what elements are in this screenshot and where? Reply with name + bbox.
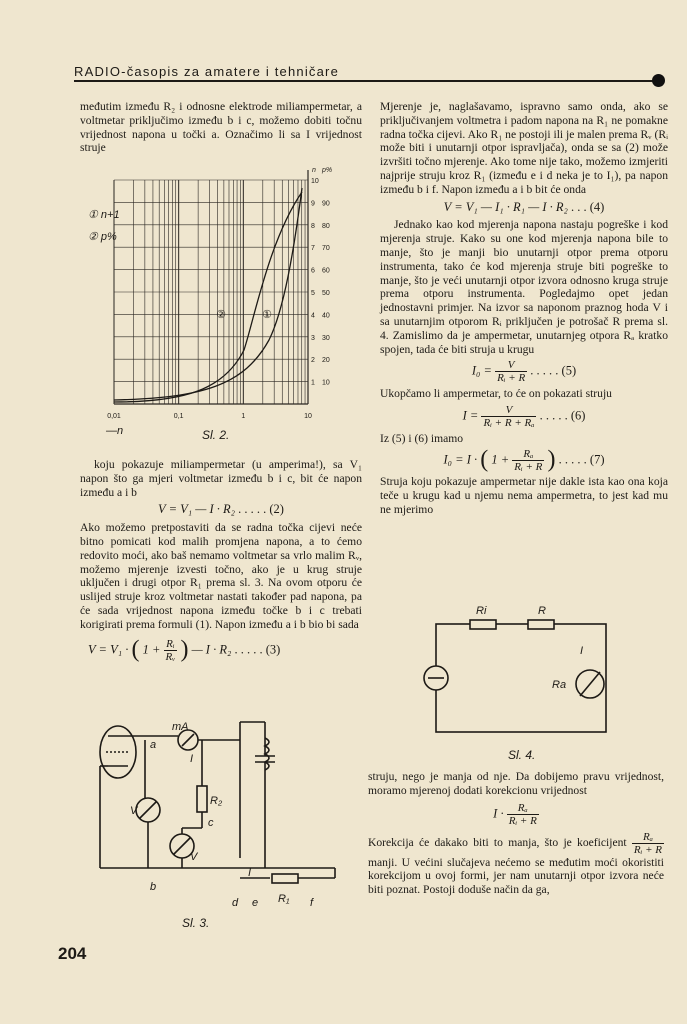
equation-6 bbox=[380, 404, 668, 429]
y-tick-n: 5 bbox=[311, 290, 315, 297]
y-tick-p: 10 bbox=[322, 379, 330, 387]
y-tick-n: 7 bbox=[311, 245, 315, 253]
equation-7: I₀ = I · ( 1 + $\frac{\text{Rₐ}}{\text{Rᵢ + R}}$ ) . . . . . (7) bbox=[443, 446, 605, 473]
p7-b: manji. U većini slučajeva nećemo se međutim moći okoristiti korekcijom u ovoj formi, jer nam unutarnji otpor izvora neće biti poznat. Postoji doduše način da ga, bbox=[368, 855, 664, 897]
y-tick-p: 70 bbox=[322, 245, 330, 253]
eq3-one: 1 + bbox=[142, 641, 161, 656]
eq3-number: . . . . . (3) bbox=[234, 641, 281, 656]
figure-2-graph bbox=[84, 160, 354, 460]
p7-a: Korekcija će dakako biti to manja, što je koeficijent bbox=[368, 835, 627, 849]
y-tick-p: 50 bbox=[322, 290, 330, 297]
right-paragraph-6: struju, nego je manja od nje. Da dobijemo pravu vrijednost, moramo mjerenoj dodati korekcionu vrijednost bbox=[368, 770, 664, 797]
eq3-rhs: — I · R₂ bbox=[191, 641, 232, 656]
eq7-lhs: I₀ = I · bbox=[443, 452, 478, 467]
right-paragraph-1: Mjerenje je, naglašavamo, ispravno samo onda, ako se priključivanjem voltmetra i padom napona na R₁ ne pomakne radna točka cijevi. Ako R₁ ne postoji ili je malen prema Rᵥ (Rᵢ može biti i unutarnji otpor ispravljača), onda se sa (2) može izvršiti točno mjerenje. Ako tome nije tako, možemo izmjeriti najprije struju kroz R₁ (između e i d neka je to I₁), pa napon između b i f. Napon između a i b bit će onda bbox=[380, 100, 668, 196]
eq5-number: . . . . . (5) bbox=[530, 363, 577, 378]
left-col-mid bbox=[80, 458, 362, 663]
fig3-caption: Sl. 3. bbox=[182, 916, 210, 930]
eq6-lhs: I = bbox=[462, 408, 479, 423]
fig4-label-Ri: Ri bbox=[476, 605, 487, 617]
eq6-number: . . . . . (6) bbox=[539, 408, 586, 423]
left-col-top bbox=[80, 100, 362, 155]
left-paragraph-1: međutim između R₂ i odnosne elektrode miliampermetar, a voltmetar priključimo između b i c, možemo dobiti točnu vrijednost napona u točki a. Označimo li sa I vrijednost struje bbox=[80, 100, 362, 155]
eq7-den: Rᵢ + R bbox=[514, 460, 543, 473]
y-tick-p: 30 bbox=[322, 334, 330, 342]
right-paragraph-7 bbox=[368, 831, 664, 897]
fig4-label-Ra: Ra bbox=[552, 679, 567, 691]
fig3-label-I: I bbox=[190, 753, 194, 765]
right-paragraph-2: Jednako kao kod mjerenja napona nastaju pogreške i kod mjerenja struje. Kako su one kod mjerenja napona bile to manje, što je manji bio unutarnji otpor prema otporu instrumenta, tako će kod mjerenja struje biti pogreške to manje, što je veći unutarnji otpor izvora odnosno kruga struje prema otporu instrumenta. Pogledajmo opet jedan jednostavni primjer. Na izvor sa naponom praznog hoda V i sa unutarnjim otporom Rᵢ priključen je potrošač R prema sl. 4. Zamislimo da je ampermetar, unutarnjeg otpora Rₐ kratko spojen, tada će biti struja u krugu bbox=[380, 218, 668, 356]
header-title: RADIO-časopis za amatere i tehničare bbox=[74, 64, 340, 79]
fig3-label-R1: R₁ bbox=[278, 893, 290, 905]
fig3-label-f: f bbox=[310, 897, 314, 909]
eq7-number: . . . . . (7) bbox=[558, 452, 605, 467]
eq3-num: Rᵢ bbox=[164, 638, 178, 651]
x-tick: 0,1 bbox=[173, 413, 184, 420]
fig3-label-c: c bbox=[208, 817, 214, 829]
eq7-one: 1 + bbox=[491, 452, 510, 467]
legend-2: ② p% bbox=[88, 231, 117, 243]
eq5-lhs: I₀ = bbox=[471, 363, 492, 378]
fig3-label-e: e bbox=[252, 897, 259, 909]
fig3-label-mA: mA bbox=[172, 721, 189, 733]
right-paragraph-3: Ukopčamo li ampermetar, to će on pokazati struju bbox=[380, 387, 612, 401]
fig3-label-a: a bbox=[150, 739, 157, 751]
x-tick: 1 bbox=[241, 413, 246, 420]
equation-correction bbox=[368, 802, 664, 827]
legend-1: ① n+1 bbox=[88, 209, 120, 221]
fig3-label-R2: R₂ bbox=[210, 795, 223, 807]
axis-top-n: n bbox=[312, 167, 316, 174]
y-tick-n: 9 bbox=[311, 200, 315, 208]
eq2-formula: V = V₁ — I · R₂ bbox=[158, 502, 235, 517]
eqk-lhs: I · bbox=[493, 805, 504, 820]
left-paragraph-3: Ako možemo pretpostaviti da se radna točka cijevi neće bitno pomicati kod malih promjena napona, a to ćemo redovito moći, ako baš nemamo voltmetar sa vrlo malim Rᵥ, možemo mjerenje izvesti točno, ako je u krug struje uključen i drugi otpor R₁ prema sl. 3. Na ovom otporu će uslijed struje kroz voltmetar nastati također pad napona, pa će sada vrijednost napona između točke b i c trebati korigirati prema formuli (1). Napon između a i b bio bi sada bbox=[80, 521, 362, 631]
left-paragraph-2: koju pokazuje miliampermetar (u amperima!), sa V₁ napon što ga mjeri voltmetar između b i c, bit će napon između a i b bbox=[80, 458, 362, 499]
equation-5 bbox=[380, 359, 668, 384]
eq7-num: Rₐ bbox=[512, 448, 544, 461]
y-tick-n: 2 bbox=[311, 357, 315, 365]
y-tick-n: 8 bbox=[311, 222, 315, 230]
fig3-label-b: b bbox=[150, 881, 157, 893]
curve-2-label: ② bbox=[216, 309, 226, 321]
figure-3-circuit bbox=[90, 718, 360, 918]
y-tick-n: 3 bbox=[311, 334, 315, 342]
fig3-label-V-left: V bbox=[130, 805, 138, 817]
fig3-label-I-bottom: I bbox=[248, 867, 252, 879]
fig4-label-R: R bbox=[538, 605, 546, 617]
header-bullet bbox=[652, 74, 665, 87]
equation-2 bbox=[80, 503, 362, 517]
right-col-bottom bbox=[368, 770, 664, 897]
eq3-den: Rᵥ bbox=[165, 650, 176, 663]
fig4-label-I: I bbox=[580, 645, 584, 657]
eqk-den: Rᵢ + R bbox=[508, 814, 537, 827]
page-number: 204 bbox=[58, 944, 87, 963]
axis-top-p: p% bbox=[322, 167, 333, 174]
eqk-num: Rₐ bbox=[507, 802, 539, 815]
eq2-number: . . . . . (2) bbox=[238, 502, 284, 517]
y-tick-n: 1 bbox=[311, 379, 315, 387]
eq3-lhs: V = V₁ · bbox=[88, 641, 129, 656]
eq4-number: . . . (4) bbox=[571, 199, 605, 214]
fig4-caption: Sl. 4. bbox=[508, 748, 536, 762]
fig3-label-V-right: V bbox=[190, 851, 198, 863]
x-axis-label: —n bbox=[106, 425, 124, 437]
header-rule bbox=[74, 80, 656, 82]
eq6-num: V bbox=[481, 404, 536, 417]
right-paragraph-5: Struja koju pokazuje ampermetar nije dakle ista kao ona koja teče u krugu kad u njemu nema ampermetra, to jest kad mu ne mjerimo bbox=[380, 474, 668, 516]
p7-den: Rᵢ + R bbox=[633, 843, 662, 856]
right-paragraph-4: Iz (5) i (6) imamo bbox=[380, 432, 464, 446]
p7-num: Rₐ bbox=[632, 831, 664, 844]
right-col-top bbox=[380, 100, 668, 516]
eq4-formula: V = V₁ — I₁ · R₁ — I · R₂ bbox=[443, 199, 568, 214]
fig2-caption: Sl. 2. bbox=[202, 428, 230, 442]
y-tick-n: 10 bbox=[311, 178, 319, 185]
curve-2 bbox=[114, 192, 302, 402]
eq6-den: Rᵢ + R + Rₐ bbox=[483, 417, 535, 430]
y-tick-p: 60 bbox=[322, 267, 330, 275]
equation-3: V = V₁ · ( 1 + $\frac{\text{Rᵢ}}{\text{Rᵥ}}$ ) — I · R₂ . . . . . (3) bbox=[88, 636, 281, 663]
y-tick-p: 40 bbox=[322, 312, 330, 320]
y-tick-n: 4 bbox=[311, 312, 315, 320]
equation-4 bbox=[380, 201, 668, 215]
y-tick-p: 80 bbox=[322, 222, 330, 230]
x-tick: 10 bbox=[304, 413, 312, 420]
curve-1-label: ① bbox=[262, 309, 272, 321]
y-tick-p: 90 bbox=[322, 200, 330, 208]
eq5-den: Rᵢ + R bbox=[497, 372, 526, 385]
y-tick-p: 20 bbox=[322, 357, 330, 365]
fig3-label-d: d bbox=[232, 897, 239, 909]
x-tick: 0,01 bbox=[107, 413, 121, 420]
y-tick-n: 6 bbox=[311, 267, 315, 275]
curve-1 bbox=[114, 188, 302, 400]
figure-4-circuit bbox=[420, 604, 630, 744]
eq5-num: V bbox=[495, 359, 527, 372]
